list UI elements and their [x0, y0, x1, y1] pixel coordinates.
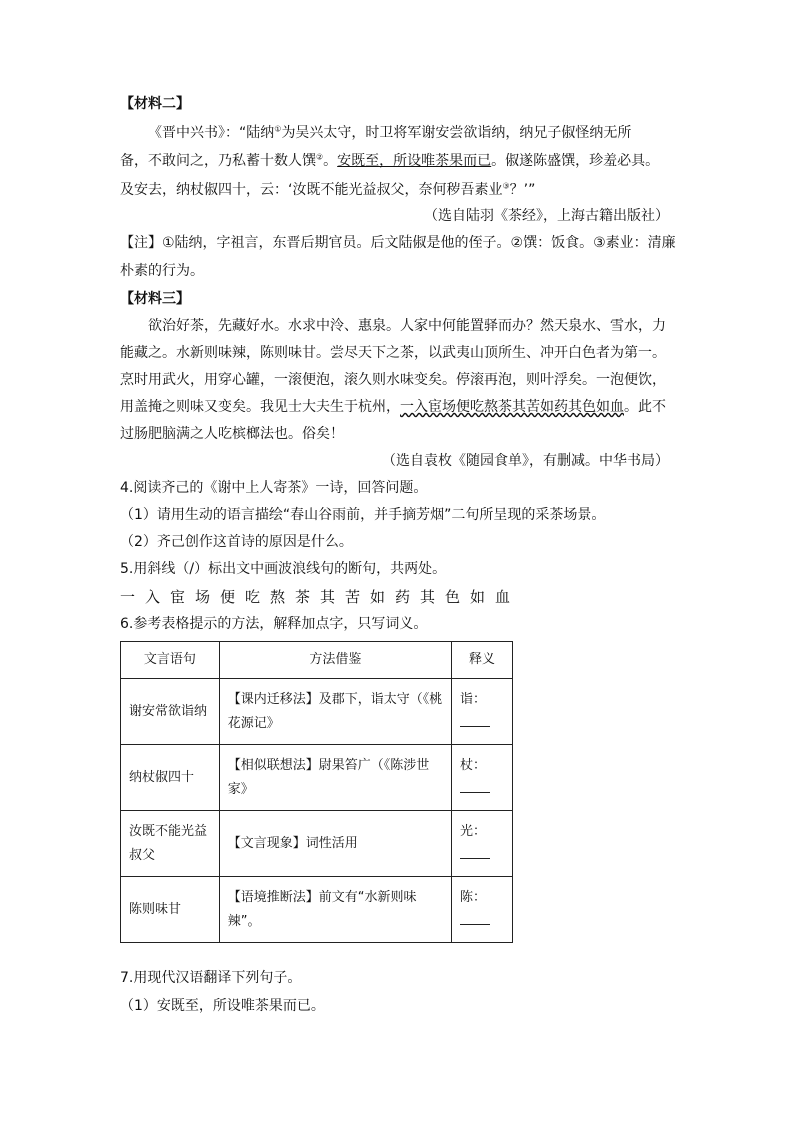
question-7-stem: 7.用现代汉语翻译下列句子。 [120, 970, 302, 986]
note-line-2: 朴素的行为。 [120, 263, 204, 279]
material-2-source: （选自陆羽《茶经》，上海古籍出版社） [424, 208, 669, 224]
gloss-cell: 杖： [452, 745, 513, 811]
question-4-stem: 4.阅读齐己的《谢中上人寄茶》一诗，回答问题。 [120, 480, 428, 496]
sentence-cell: 谢安常欲诣纳 [121, 679, 220, 745]
method-cell: 【相似联想法】尉果笞广（《陈涉世家》 [219, 745, 451, 811]
method-cell: 【语境推断法】前文有“水新则味辣”。 [219, 877, 451, 943]
method-cell: 【文言现象】词性活用 [219, 811, 451, 877]
answer-blank[interactable] [460, 910, 490, 925]
material-3-heading: 【材料三】 [120, 291, 190, 307]
header-sentence: 文言语句 [121, 642, 220, 679]
question-4-sub-1: （1）请用生动的语言描绘“春山谷雨前，并手摘芳烟”二句所呈现的采茶场景。 [120, 507, 606, 523]
note-line-1: 【注】①陆纳，字祖言，东晋后期官员。后文陆俶是他的侄子。②馔：饭食。③素业：清廉 [120, 235, 676, 251]
material-2-line-1: 《晋中兴书》：“陆纳①为吴兴太守，时卫将军谢安尝欲诣纳，纳兄子俶怪纳无所 [148, 124, 632, 141]
table-row [121, 811, 513, 877]
sentence-cell: 纳杖俶四十 [121, 745, 220, 811]
sentence-cell: 汝既不能光益叔父 [121, 811, 220, 877]
footnote-mark-1: ① [274, 124, 282, 134]
header-gloss: 释义 [452, 642, 513, 679]
answer-blank[interactable] [460, 778, 490, 793]
table-row [121, 877, 513, 943]
material-3-line-5: 过肠肥脑满之人吃槟榔法也。俗矣！ [120, 426, 344, 442]
table-header-row [121, 642, 513, 679]
header-method: 方法借鉴 [219, 642, 451, 679]
material-2-line-3: 及安去，纳杖俶四十，云：‘汝既不能光益叔父，奈何秽吾素业③？’” [120, 181, 536, 198]
table-row [121, 679, 513, 745]
answer-blank[interactable] [460, 844, 490, 859]
material-3-line-1: 欲治好茶，先藏好水。水求中泠、惠泉。人家中何能置驿而办？然天泉水、雪水，力 [148, 318, 666, 334]
gloss-cell: 陈： [452, 877, 513, 943]
gloss-cell: 诣： [452, 679, 513, 745]
question-5-stem: 5.用斜线（/）标出文中画波浪线句的断句，共两处。 [120, 561, 447, 577]
material-2-heading: 【材料二】 [120, 96, 190, 112]
question-7-sub-1: （1）安既至，所设唯茶果而已。 [120, 998, 325, 1014]
material-3-line-2: 能藏之。水新则味辣，陈则味甘。尝尽天下之茶，以武夷山顶所生、冲开白色者为第一。 [120, 345, 666, 361]
underlined-sentence: 安既至，所设唯茶果而已 [337, 153, 492, 169]
material-2-line-2: 备，不敢问之，乃私蓄十数人馔②。安既至，所设唯茶果而已。俶遂陈盛馔，珍羞必具。 [120, 152, 660, 169]
material-3-line-4: 用盖掩之则味又变矣。我见士大夫生于杭州，一入宦场便吃熬茶其苦如药其色如血。此不 [120, 399, 666, 415]
method-cell: 【课内迁移法】及郡下，诣太守（《桃花源记》 [219, 679, 451, 745]
question-4-sub-2: （2）齐己创作这首诗的原因是什么。 [120, 534, 353, 550]
sentence-cell: 陈则味甘 [121, 877, 220, 943]
answer-blank[interactable] [460, 712, 490, 727]
wavy-underlined-sentence: 一入宦场便吃熬茶其苦如药其色如血 [400, 399, 624, 415]
table-row [121, 745, 513, 811]
gloss-cell: 光： [452, 811, 513, 877]
material-3-line-3: 烹时用武火，用穿心罐，一滚便泡，滚久则水味变矣。停滚再泡，则叶浮矣。一泡便饮， [120, 372, 666, 388]
material-3-source: （选自袁枚《随园食单》，有删减。中华书局） [382, 453, 669, 469]
method-table [120, 641, 513, 943]
footnote-mark-2: ② [316, 152, 324, 162]
footnote-mark-3: ③ [502, 181, 510, 191]
question-5-sentence: 一入宦场便吃熬茶其苦如药其色如血 [120, 588, 521, 606]
question-6-stem: 6.参考表格提示的方法，解释加点字，只写词义。 [120, 616, 428, 632]
